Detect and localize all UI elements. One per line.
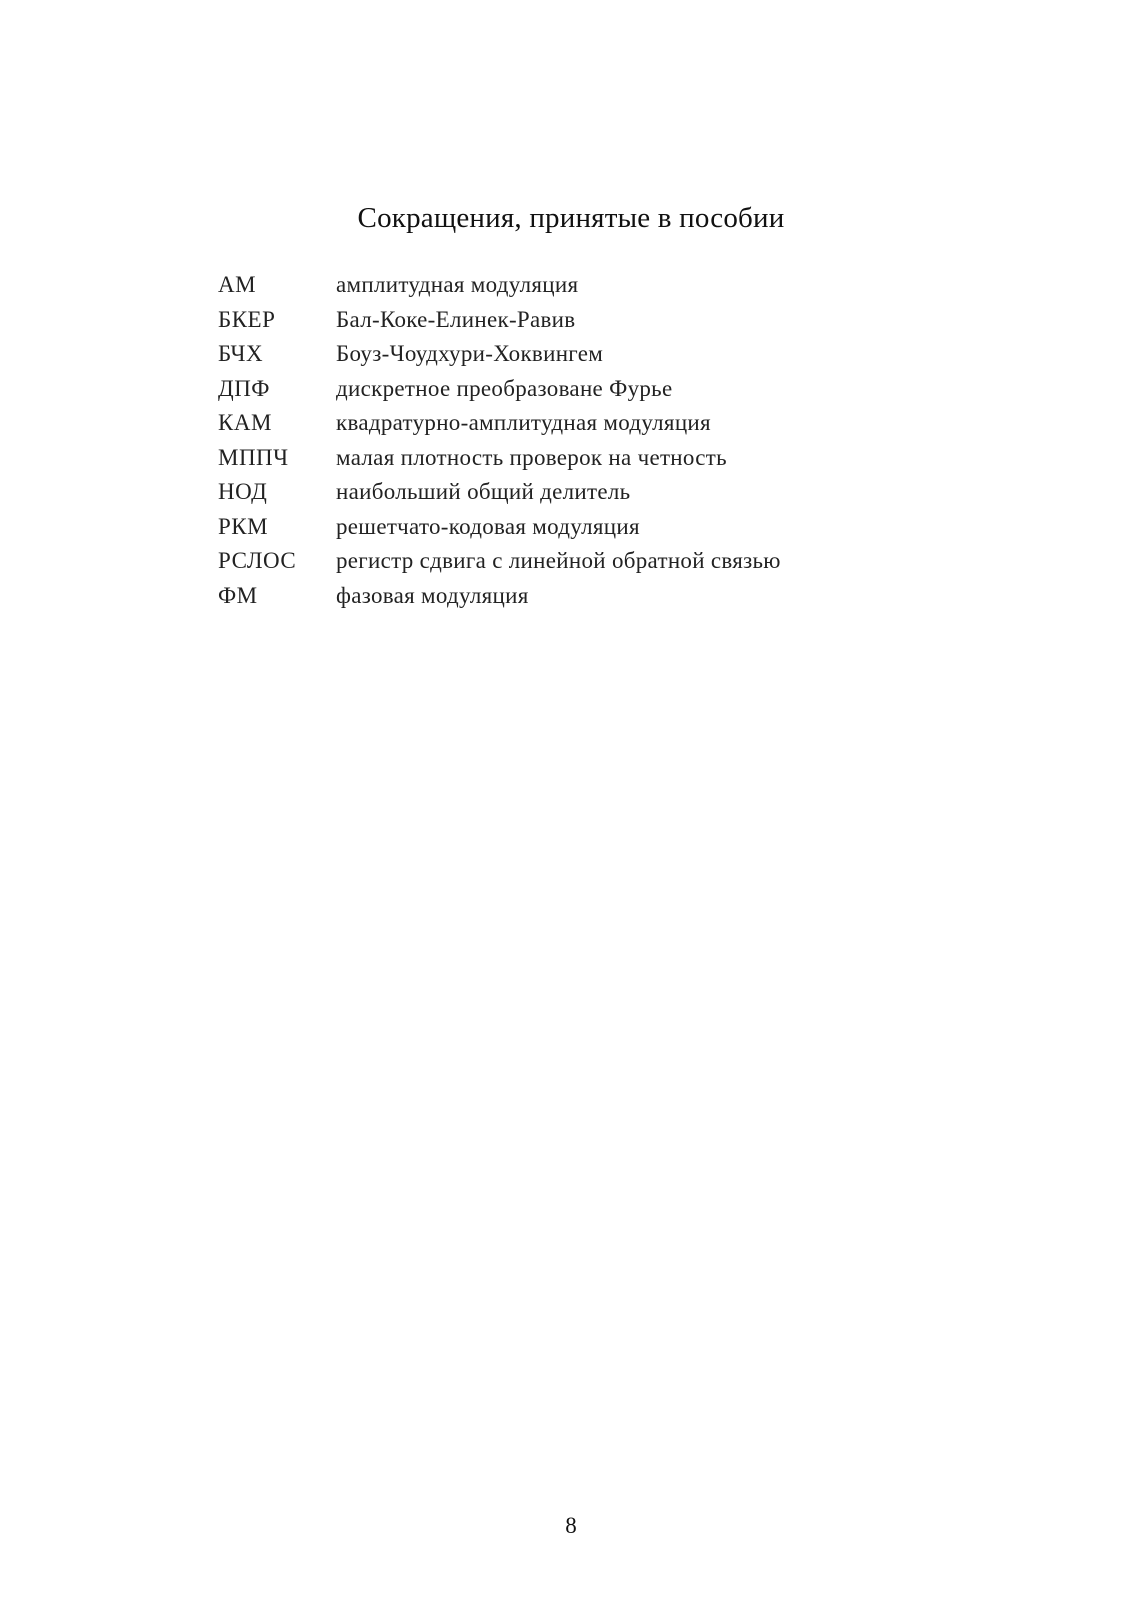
abbreviation-definition: Боуз-Чоудхури-Хоквингем bbox=[336, 341, 604, 367]
abbreviation-row bbox=[218, 303, 781, 338]
abbreviation: РСЛОС bbox=[218, 548, 297, 574]
abbreviation-row bbox=[218, 475, 781, 510]
abbreviation: БЧХ bbox=[218, 341, 264, 367]
abbreviation-row bbox=[218, 268, 781, 303]
abbreviation: ФМ bbox=[218, 582, 258, 608]
abbreviation-row bbox=[218, 406, 781, 441]
abbreviation-list bbox=[218, 268, 781, 613]
abbreviation-definition: решетчато-кодовая модуляция bbox=[336, 513, 640, 539]
abbreviation: АМ bbox=[218, 272, 257, 298]
abbreviation-definition: Бал-Коке-Елинек-Равив bbox=[336, 306, 576, 332]
page-number: 8 bbox=[565, 1513, 577, 1538]
abbreviation: МППЧ bbox=[218, 444, 289, 470]
abbreviation-row bbox=[218, 544, 781, 579]
abbreviation-row bbox=[218, 510, 781, 545]
abbreviation-row bbox=[218, 372, 781, 407]
abbreviation-definition: регистр сдвига с линейной обратной связью bbox=[336, 548, 781, 574]
abbreviation-definition: фазовая модуляция bbox=[336, 582, 529, 608]
abbreviation-definition: амплитудная модуляция bbox=[336, 272, 579, 298]
abbreviation: ДПФ bbox=[218, 375, 270, 401]
abbreviation: НОД bbox=[218, 479, 268, 505]
abbreviation: РКМ bbox=[218, 513, 269, 539]
abbreviation: КАМ bbox=[218, 410, 272, 436]
abbreviation-definition: дискретное преобразоване Фурье bbox=[336, 375, 673, 401]
abbreviation-row bbox=[218, 579, 781, 614]
abbreviation: БКЕР bbox=[218, 306, 276, 332]
abbreviation-row bbox=[218, 337, 781, 372]
abbreviation-definition: малая плотность проверок на четность bbox=[336, 444, 727, 470]
abbreviation-row bbox=[218, 441, 781, 476]
abbreviation-definition: квадратурно-амплитудная модуляция bbox=[336, 410, 711, 436]
abbreviation-definition: наибольший общий делитель bbox=[336, 479, 631, 505]
page-title: Сокращения, принятые в пособии bbox=[357, 202, 785, 234]
